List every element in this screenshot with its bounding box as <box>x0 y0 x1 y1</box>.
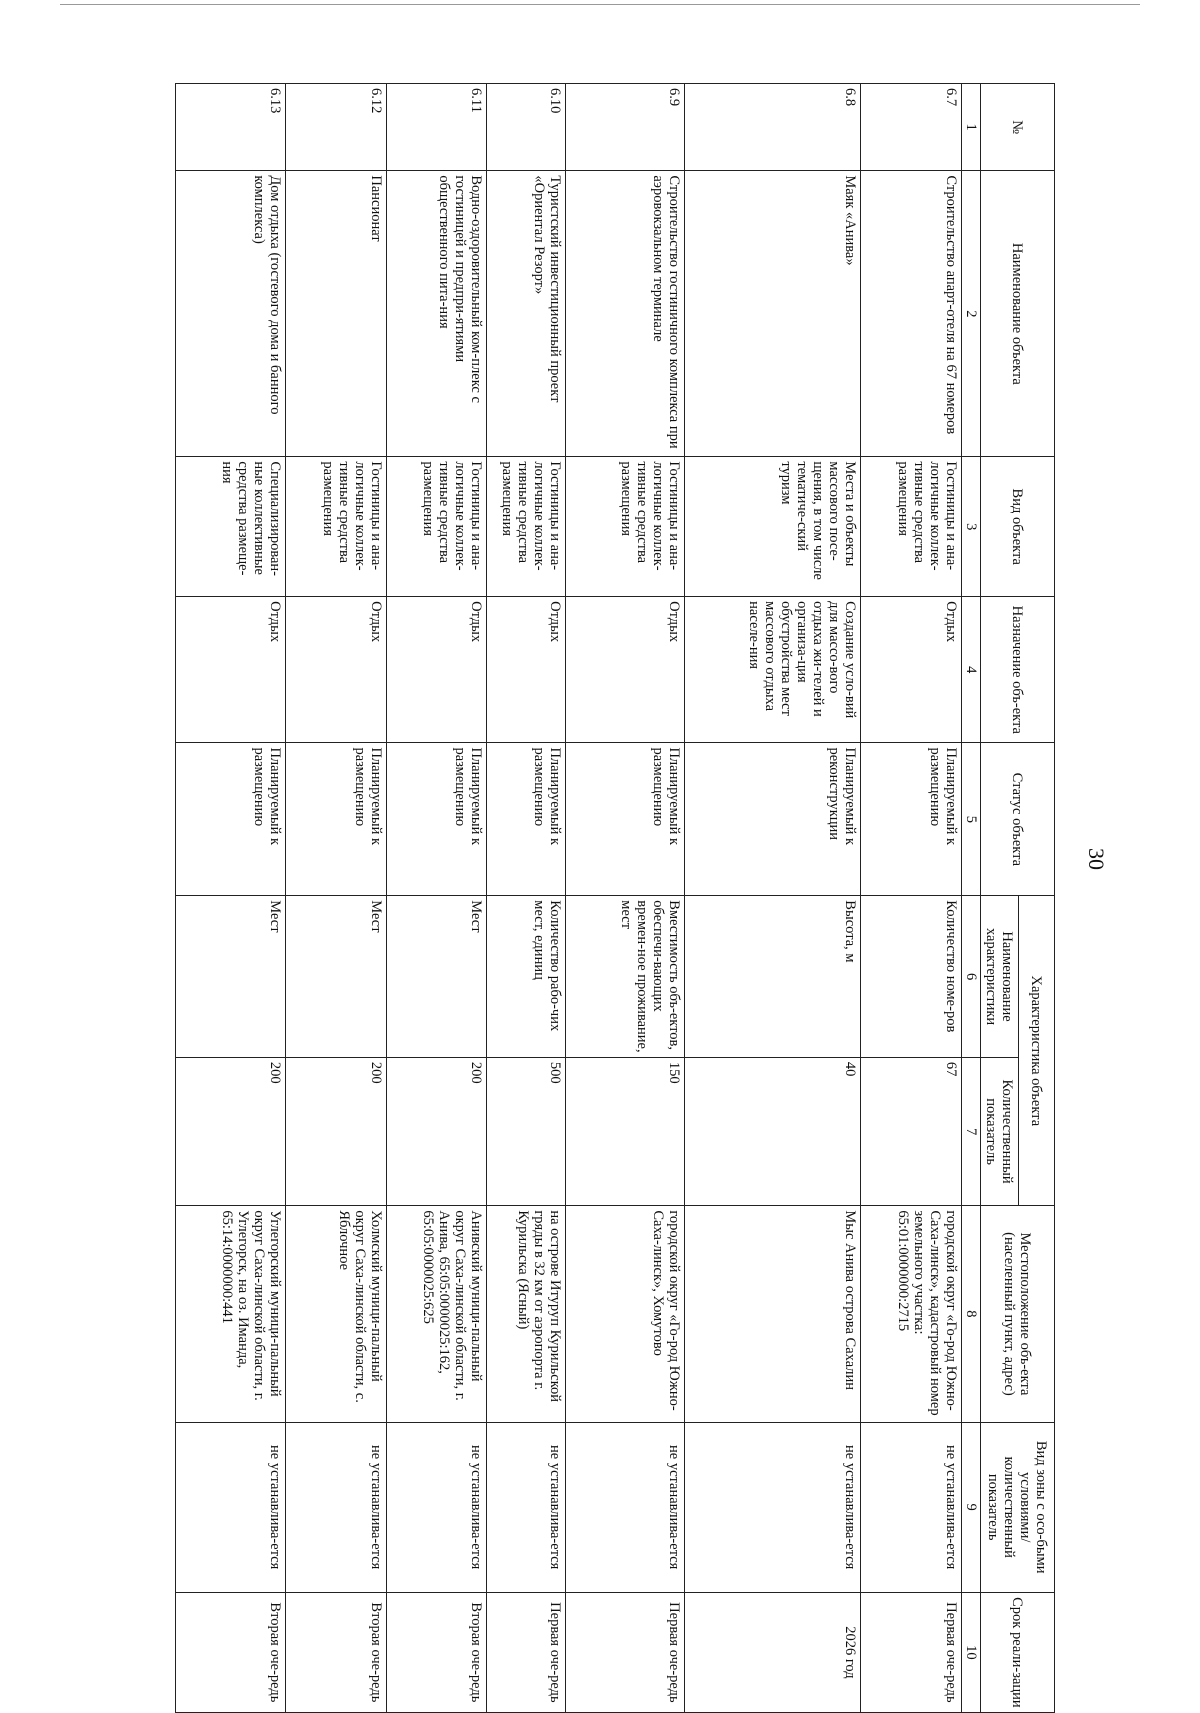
row-number: 6.8 <box>685 84 861 171</box>
object-type: Гостиницы и ана-логичные коллек-тивные средства размещения <box>285 457 386 597</box>
object-location: городской округ «Го-род Южно-Саха-линск», кадастровый номер земельного участка: 65:01:0000000:2715 <box>861 1206 962 1422</box>
characteristic-quantity: 150 <box>566 1057 685 1205</box>
header-zone: Вид зоны с осо-быми условиями/ количественный показатель <box>981 1422 1055 1592</box>
row-number: 6.9 <box>566 84 685 171</box>
object-name: Маяк «Анива» <box>685 171 861 457</box>
implementation-term: 2026 год <box>685 1592 861 1712</box>
column-number: 2 <box>962 171 981 457</box>
characteristic-quantity: 500 <box>487 1057 566 1205</box>
zone-type: не устанавлива-ется <box>386 1422 487 1592</box>
object-status: Планируемый к размещению <box>176 743 286 896</box>
rotated-table-container <box>175 83 1055 1713</box>
object-location: Мыс Анива острова Сахалин <box>685 1206 861 1422</box>
header-num: № <box>981 84 1055 171</box>
characteristic-name: Мест <box>386 896 487 1058</box>
row-number: 6.13 <box>176 84 286 171</box>
header-char-qty: Количественный показатель <box>981 1057 1019 1205</box>
object-location: Анивский муници-пальный округ Саха-линской области, г. Анива, 65:05:0000025:162, 65:05:0000025:625 <box>386 1206 487 1422</box>
row-number: 6.12 <box>285 84 386 171</box>
object-name: Строительство апарт-отеля на 67 номеров <box>861 171 962 457</box>
characteristic-name: Высота, м <box>685 896 861 1058</box>
table-row <box>685 84 861 1713</box>
header-type: Вид объекта <box>981 457 1055 597</box>
column-number: 9 <box>962 1422 981 1592</box>
zone-type: не устанавлива-ется <box>685 1422 861 1592</box>
header-characteristics: Характеристика объекта <box>1019 896 1055 1206</box>
header-char-name: Наименование характеристики <box>981 896 1019 1058</box>
column-numbers-row <box>962 84 981 1713</box>
object-purpose: Отдых <box>285 597 386 743</box>
object-type: Места и объекты массового посе-щения, в том числе тематиче-ский туризм <box>685 457 861 597</box>
object-purpose: Отдых <box>566 597 685 743</box>
column-number: 1 <box>962 84 981 171</box>
column-number: 4 <box>962 597 981 743</box>
column-number: 8 <box>962 1206 981 1422</box>
row-number: 6.11 <box>386 84 487 171</box>
characteristic-quantity: 200 <box>386 1057 487 1205</box>
object-type: Гостиницы и ана-логичные коллек-тивные средства размещения <box>566 457 685 597</box>
objects-table <box>175 83 1055 1713</box>
object-name: Строительство гостиничного комплекса при аэровокзальном терминале <box>566 171 685 457</box>
implementation-term: Вторая оче-редь <box>176 1592 286 1712</box>
object-purpose: Отдых <box>386 597 487 743</box>
zone-type: не устанавлива-ется <box>861 1422 962 1592</box>
object-purpose: Отдых <box>487 597 566 743</box>
column-number: 6 <box>962 896 981 1058</box>
table-body <box>176 84 962 1713</box>
column-number: 5 <box>962 743 981 896</box>
characteristic-name: Вместимость объ-ектов, обеспечи-вающих времен-ное проживание, мест <box>566 896 685 1058</box>
object-purpose: Создание усло-вий для массо-вого отдыха жи-телей и организа-ция обустройства мест массового отдыха населе-ния <box>685 597 861 743</box>
characteristic-quantity: 200 <box>285 1057 386 1205</box>
header-name: Наименование объекта <box>981 171 1055 457</box>
header-status: Статус объекта <box>981 743 1055 896</box>
object-status: Планируемый к размещению <box>386 743 487 896</box>
characteristic-name: Количество номе-ров <box>861 896 962 1058</box>
object-purpose: Отдых <box>176 597 286 743</box>
object-status: Планируемый к размещению <box>861 743 962 896</box>
implementation-term: Вторая оче-редь <box>386 1592 487 1712</box>
table-row <box>566 84 685 1713</box>
zone-type: не устанавлива-ется <box>176 1422 286 1592</box>
characteristic-quantity: 40 <box>685 1057 861 1205</box>
table-row <box>861 84 962 1713</box>
table-row <box>386 84 487 1713</box>
header-location: Местоположение объ-екта (населенный пункт, адрес) <box>981 1206 1055 1422</box>
object-status: Планируемый к реконструкции <box>685 743 861 896</box>
object-location: на острове Итуруп Курильской гряды в 32 км от аэропорта г. Курильска (Ясный) <box>487 1206 566 1422</box>
object-status: Планируемый к размещению <box>566 743 685 896</box>
zone-type: не устанавлива-ется <box>487 1422 566 1592</box>
object-name: Водно-оздоровительный ком-плекс с гостиницей и предпри-ятиями общественного пита-ния <box>386 171 487 457</box>
zone-type: не устанавлива-ется <box>285 1422 386 1592</box>
header-purpose: Назначение объ-екта <box>981 597 1055 743</box>
object-status: Планируемый к размещению <box>285 743 386 896</box>
object-name: Пансионат <box>285 171 386 457</box>
implementation-term: Первая оче-редь <box>487 1592 566 1712</box>
implementation-term: Первая оче-редь <box>566 1592 685 1712</box>
object-location: городской округ «Го-род Южно-Саха-линск», Хомутово <box>566 1206 685 1422</box>
zone-type: не устанавлива-ется <box>566 1422 685 1592</box>
table-row <box>487 84 566 1713</box>
object-type: Специализирован-ные коллективные средства размеще-ния <box>176 457 286 597</box>
table-row <box>176 84 286 1713</box>
scan-edge-line <box>60 4 1140 5</box>
row-number: 6.10 <box>487 84 566 171</box>
object-type: Гостиницы и ана-логичные коллек-тивные средства размещения <box>386 457 487 597</box>
object-location: Углегорский муници-пальный округ Саха-линской области, г. Углегорск, на оз. Иманда, 65:14:0000000:441 <box>176 1206 286 1422</box>
characteristic-name: Количество рабо-чих мест, единиц <box>487 896 566 1058</box>
object-name: Дом отдыха (гостевого дома и банного комплекса) <box>176 171 286 457</box>
object-purpose: Отдых <box>861 597 962 743</box>
header-term: Срок реали-зации <box>981 1592 1055 1712</box>
characteristic-name: Мест <box>285 896 386 1058</box>
page-number: 30 <box>1084 848 1109 870</box>
implementation-term: Вторая оче-редь <box>285 1592 386 1712</box>
row-number: 6.7 <box>861 84 962 171</box>
characteristic-quantity: 67 <box>861 1057 962 1205</box>
characteristic-name: Мест <box>176 896 286 1058</box>
column-number: 3 <box>962 457 981 597</box>
characteristic-quantity: 200 <box>176 1057 286 1205</box>
object-type: Гостиницы и ана-логичные коллек-тивные средства размещения <box>861 457 962 597</box>
column-number: 7 <box>962 1057 981 1205</box>
column-number: 10 <box>962 1592 981 1712</box>
object-status: Планируемый к размещению <box>487 743 566 896</box>
object-type: Гостиницы и ана-логичные коллек-тивные средства размещения <box>487 457 566 597</box>
implementation-term: Первая оче-редь <box>861 1592 962 1712</box>
object-location: Холмский муници-пальный округ Саха-линской области, с. Яблочное <box>285 1206 386 1422</box>
table-row <box>285 84 386 1713</box>
object-name: Туристский инвестиционный проект «Ориентал Резорт» <box>487 171 566 457</box>
